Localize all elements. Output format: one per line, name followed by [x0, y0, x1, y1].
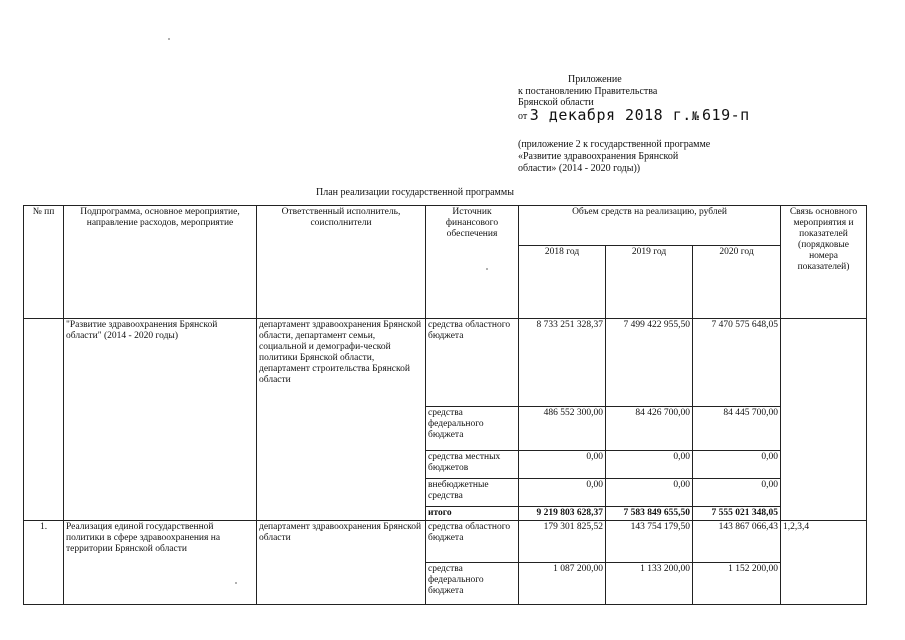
value-2020: 143 867 066,43 — [693, 521, 781, 563]
table-row — [24, 521, 867, 563]
value-2018: 8 733 251 328,37 — [519, 319, 606, 407]
value-2019: 84 426 700,00 — [606, 407, 693, 451]
value-2019: 1 133 200,00 — [606, 563, 693, 605]
value-2020: 0,00 — [693, 451, 781, 479]
program-num-cell — [24, 319, 64, 521]
source-cell: средства местных бюджетов — [426, 451, 519, 479]
value-2019: 143 754 179,50 — [606, 521, 693, 563]
total-2020: 7 555 021 348,05 — [693, 507, 781, 521]
header-year-2018: 2018 год — [519, 246, 606, 319]
value-2018: 486 552 300,00 — [519, 407, 606, 451]
header-num: № пп — [24, 206, 64, 319]
item-name: Реализация единой государственной политики в сфере здравоохранения на территории Брянской области — [64, 521, 257, 605]
annex-line-region: Брянской области — [518, 97, 594, 108]
annex-line-decree: к постановлению Правительства — [518, 85, 658, 97]
header-year-2019: 2019 год — [606, 246, 693, 319]
scan-speck — [168, 38, 170, 40]
value-2018: 179 301 825,52 — [519, 521, 606, 563]
value-2020: 84 445 700,00 — [693, 407, 781, 451]
source-cell: средства областного бюджета — [426, 319, 519, 407]
item-executor: департамент здравоохранения Брянской области — [257, 521, 426, 605]
handwritten-date: 3 декабря 2018 г. — [529, 105, 692, 124]
annex-note-line3: области» (2014 - 2020 годы)) — [518, 163, 641, 174]
annex-title: Приложение — [568, 74, 622, 85]
program-name: "Развитие здравоохранения Брянской области" (2014 - 2020 годы) — [64, 319, 257, 521]
source-cell: средства областного бюджета — [426, 521, 519, 563]
value-2019: 7 499 422 955,50 — [606, 319, 693, 407]
annex-note — [518, 139, 710, 175]
number-sign: № — [691, 108, 700, 123]
value-2019: 0,00 — [606, 451, 693, 479]
plan-title: План реализации государственной программы — [316, 187, 514, 198]
value-2019: 0,00 — [606, 479, 693, 507]
plan-table — [23, 205, 867, 605]
value-2020: 0,00 — [693, 479, 781, 507]
header-subprogram: Подпрограмма, основное мероприятие, направление расходов, мероприятие — [64, 206, 257, 319]
annex-note-line2: «Развитие здравоохранения Брянской — [518, 151, 679, 162]
handwritten-number: 619-п — [702, 105, 750, 124]
source-cell: средства федерального бюджета — [426, 407, 519, 451]
scan-speck — [486, 268, 488, 270]
header-executor: Ответственный исполнитель, соисполнители — [257, 206, 426, 319]
item-num: 1. — [24, 521, 64, 605]
scan-speck — [235, 582, 237, 584]
item-link: 1,2,3,4 — [781, 521, 867, 605]
source-cell: средства федерального бюджета — [426, 563, 519, 605]
annex-note-line1: (приложение 2 к государственной программе — [518, 139, 711, 150]
header-volume: Объем средств на реализацию, рублей — [519, 206, 781, 246]
source-cell-total: итого — [426, 507, 519, 521]
value-2020: 1 152 200,00 — [693, 563, 781, 605]
total-2018: 9 219 803 628,37 — [519, 507, 606, 521]
program-link-cell — [781, 319, 867, 521]
value-2018: 0,00 — [519, 451, 606, 479]
value-2020: 7 470 575 648,05 — [693, 319, 781, 407]
program-executor: департамент здравоохранения Брянской области, департамент семьи, социальной и демографи-ческой политики Брянской области, департамент строительства Брянской области — [257, 319, 426, 521]
table-row — [24, 319, 867, 407]
value-2018: 0,00 — [519, 479, 606, 507]
total-2019: 7 583 849 655,50 — [606, 507, 693, 521]
header-link: Связь основного мероприятия и показателей (порядковые номера показателей) — [781, 206, 867, 319]
header-source: Источник финансового обеспечения — [426, 206, 519, 319]
annex-header — [518, 74, 750, 122]
value-2018: 1 087 200,00 — [519, 563, 606, 605]
date-prefix: от — [518, 110, 528, 122]
header-year-2020: 2020 год — [693, 246, 781, 319]
annex-date-line — [518, 105, 750, 124]
source-cell: внебюджетные средства — [426, 479, 519, 507]
